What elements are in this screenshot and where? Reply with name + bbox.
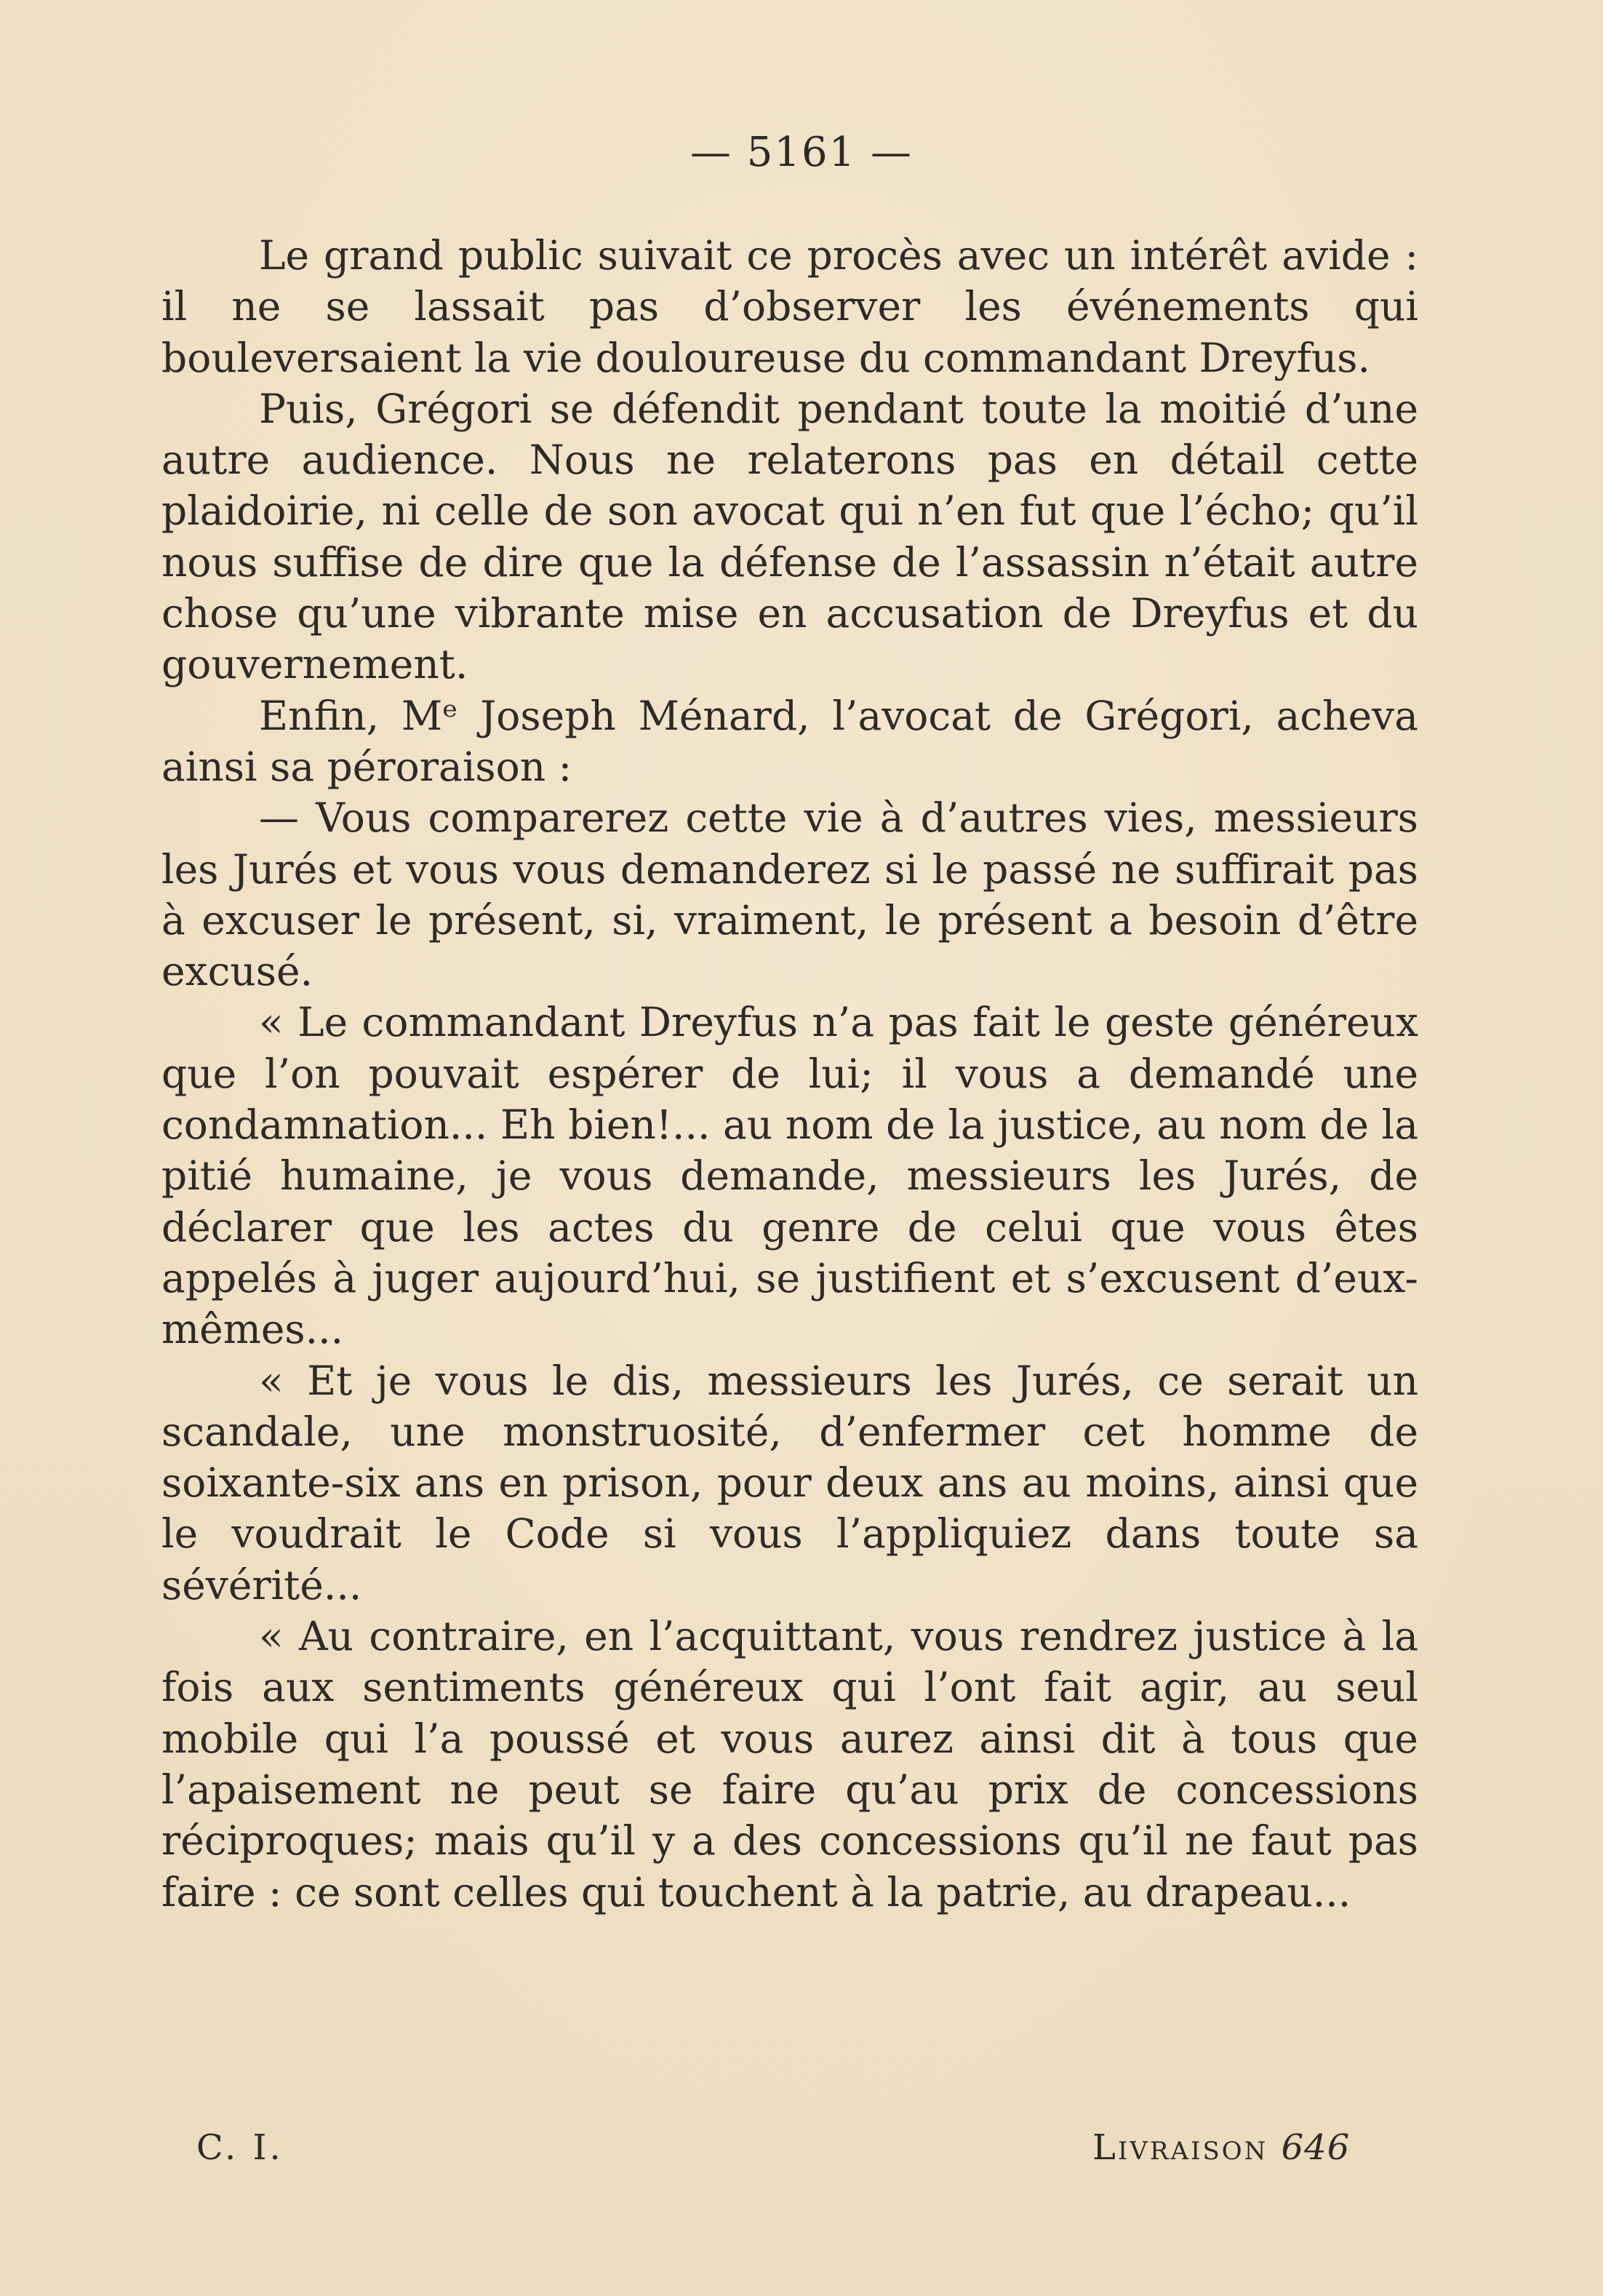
livraison-label: Livraison — [1092, 2127, 1268, 2168]
paragraph: Le grand public suivait ce procès avec un intérêt avide : il ne se lassait pas d’observer les événements qui bouleversaient la vie douloureuse du commandant Dreyfus. — [161, 232, 1418, 381]
paragraph: « Le commandant Dreyfus n’a pas fait le geste généreux que l’on pouvait espérer de lui; il vous a demandé une condamnation... Eh bien!... au nom de la justice, au nom de la pitié humaine, je vous demande, messieurs les Jurés, de déclarer que les actes du genre de celui que vous êtes appelés à juger aujourd’hui, se justifient et s’excusent d’eux-mêmes... — [161, 999, 1418, 1353]
paragraph: « Au contraire, en l’acquittant, vous rendrez justice à la fois aux sentiments généreux qui l’ont fait agir, au seul mobile qui l’a poussé et vous aurez ainsi dit à tous que l’apaisement ne peut se faire qu’au prix de concessions réciproques; mais qu’il y a des concessions qu’il ne faut pas faire : ce sont celles qui touchent à la patrie, au drapeau... — [161, 1613, 1418, 1916]
body-text — [161, 230, 1418, 1918]
livraison-number: 646 — [1281, 2127, 1351, 2168]
livraison-footer — [1092, 2126, 1350, 2169]
page-number: — 5161 — — [689, 129, 914, 176]
paragraph: Enfin, Mᵉ Joseph Ménard, l’avocat de Grégori, acheva ainsi sa péroraison : — [161, 692, 1418, 790]
paragraph: — Vous comparerez cette vie à d’autres vies, messieurs les Jurés et vous vous demanderez si le passé ne suffirait pas à excuser le présent, si, vraiment, le présent a besoin d’être excusé. — [161, 794, 1418, 995]
paragraph: Puis, Grégori se défendit pendant toute la moitié d’une autre audience. Nous ne relaterons pas en détail cette plaidoirie, ni celle de son avocat qui n’en fut que l’écho; qu’il nous suffise de dire que la défense de l’assassin n’était autre chose qu’une vibrante mise en accusation de Dreyfus et du gouvernement. — [161, 385, 1418, 688]
paragraph: « Et je vous le dis, messieurs les Jurés, ce serait un scandale, une monstruosité, d’enfermer cet homme de soixante-six ans en prison, pour deux ans au moins, ainsi que le voudrait le Code si vous l’appliquiez dans toute sa sévérité... — [161, 1357, 1418, 1609]
signature-mark: C. I. — [196, 2127, 284, 2168]
